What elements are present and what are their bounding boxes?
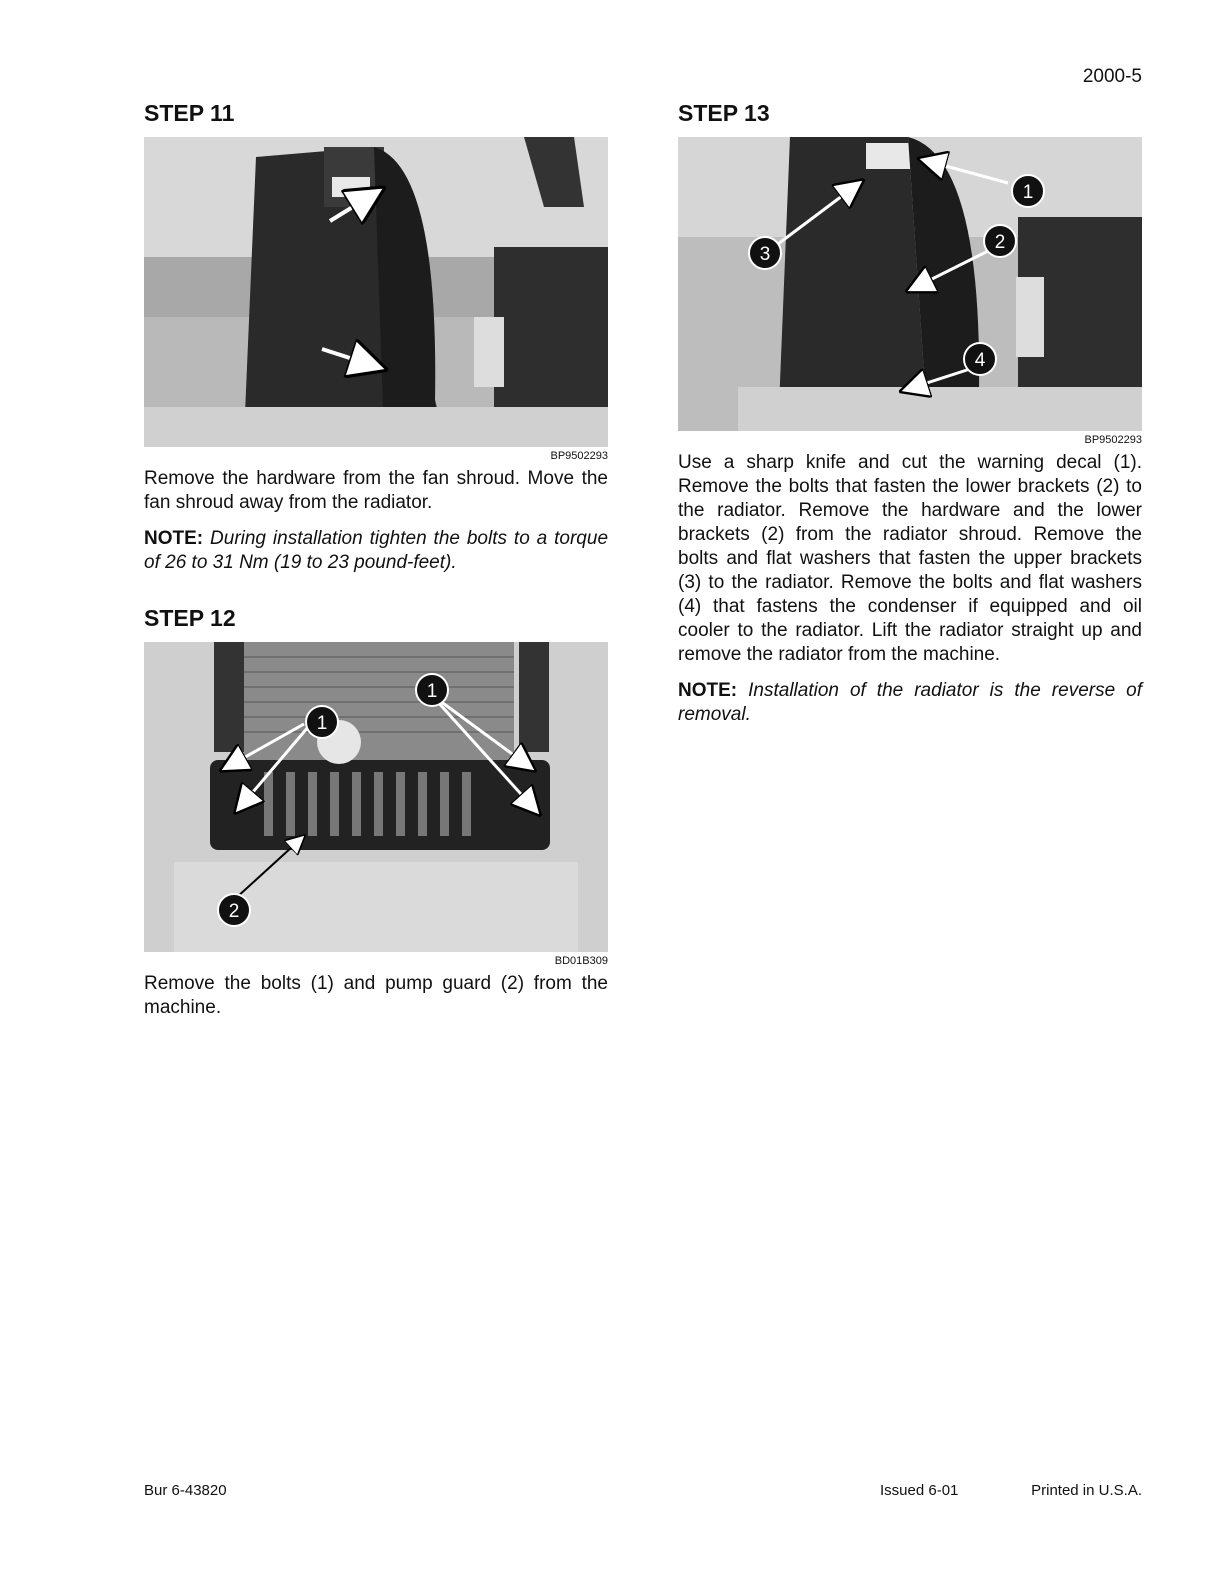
step-12-figure-code: BD01B309: [554, 955, 608, 967]
step-11-figure-code: BP9502293: [550, 450, 608, 462]
step-13: [678, 98, 1142, 727]
step-13-text: Use a sharp knife and cut the warning decal (1). Remove the bolts that fasten the lower brackets (2) to the radiator. Remove the hardware and the lower brackets (2) from the radiator shroud. Remove the bolts and flat washers that fasten the upper brackets (3) to the radiator. Remove the bolts and flat washers (4) that fastens the condenser if equipped and oil cooler to the radiator. Lift the radiator straight up and remove the radiator from the machine.: [678, 452, 1142, 665]
step-13-callout-1: [1012, 175, 1044, 207]
step-12-callout-1b: [416, 674, 448, 706]
step-12-photo: [144, 642, 608, 952]
step-12-text: Remove the bolts (1) and pump guard (2) from the machine.: [144, 973, 608, 1018]
step-13-note-text: Installation of the radiator is the reverse of removal.: [678, 680, 1142, 725]
step-13-photo: [678, 137, 1142, 431]
step-11-note: [144, 527, 608, 575]
step-13-figure-code: BP9502293: [1084, 434, 1142, 446]
footer-printed: Printed in U.S.A.: [1031, 1482, 1142, 1499]
svg-text:1: 1: [316, 713, 328, 734]
step-12-callout-1a: [306, 706, 338, 738]
footer-issued: Issued 6-01: [880, 1482, 959, 1499]
svg-text:2: 2: [994, 232, 1006, 253]
step-11: [144, 98, 608, 575]
step-11-note-text: During installation tighten the bolts to a torque of 26 to 31 Nm (19 to 23 pound-feet).: [144, 528, 609, 573]
svg-text:2: 2: [228, 901, 240, 922]
step-12: [144, 603, 608, 1020]
step-11-heading: STEP 11: [144, 100, 235, 126]
step-12-heading: STEP 12: [144, 605, 236, 631]
step-13-note: [678, 679, 1142, 727]
page-number: 2000-5: [1082, 66, 1142, 87]
step-13-figure: [678, 137, 1142, 447]
step-11-photo: [144, 137, 608, 447]
step-13-callout-4: [964, 343, 996, 375]
svg-text:1: 1: [426, 681, 438, 702]
right-column: [678, 98, 1142, 727]
step-11-figure: [144, 137, 608, 463]
svg-text:4: 4: [974, 350, 986, 371]
left-column: [144, 98, 608, 1020]
step-13-note-label: NOTE:: [678, 680, 738, 701]
step-13-callout-3: [749, 237, 781, 269]
svg-text:3: 3: [759, 244, 771, 265]
footer-doc-number: Bur 6-43820: [144, 1482, 227, 1499]
step-13-callout-2: [984, 225, 1016, 257]
svg-text:1: 1: [1022, 182, 1034, 203]
step-12-figure: [144, 642, 608, 968]
step-12-callout-2: [218, 894, 250, 926]
step-13-heading: STEP 13: [678, 100, 770, 126]
step-11-note-label: NOTE:: [144, 528, 204, 549]
step-11-text: Remove the hardware from the fan shroud. Move the fan shroud away from the radiator.: [144, 468, 608, 513]
